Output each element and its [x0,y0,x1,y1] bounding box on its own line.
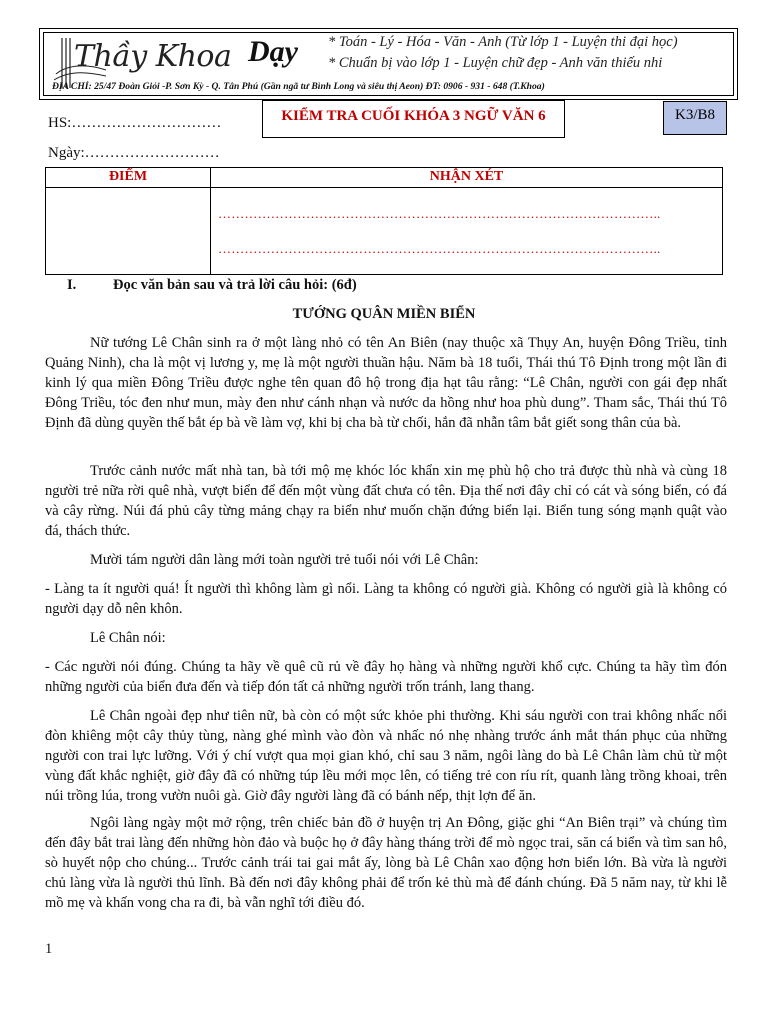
story-paragraph-7: Lê Chân ngoài đẹp như tiên nữ, bà còn có một sức khỏe phi thường. Khi sáu người con trai không nhấc nổi đòn khiêng một cây thủy tùng, nàng ghé mình vào đòn và nhấc nó nhẹ nhàng trước ánh mắt thán phục của những người con trai lực lưỡng. Với ý chí vượt qua mọi gian khó, chỉ sau 3 năm, ngôi làng do bà Lê Chân làm chủ từ một vùng đất khắc nghiệt, giờ đây đã có những túp lều mới mọc lên, có tiếng trẻ con ríu rít, quanh làng trồng khoai, trên núi trồng lúa, trong vườn nuôi gà. Giờ đây người làng đã có bánh nếp, thịt lợn để ăn. [45,708,727,804]
story-title: TƯỚNG QUÂN MIỀN BIỂN [292,306,476,322]
exam-code-badge: K3/B8 [663,101,727,135]
address-line: ĐỊA CHỈ: 25/47 Đoàn Giỏi -P. Sơn Kỳ - Q. Tân Phú (Gần ngã tư Bình Long và siêu thị Aeon) ĐT: 0906 - 931 - 648 (T.Khoa) [52,81,545,92]
page-number: 1 [45,941,53,957]
table-divider-horizontal [46,187,722,188]
story-paragraph-8: Ngôi làng ngày một mở rộng, trên chiếc bản đồ ở huyện trị An Đông, giặc ghi “An Biên trại” và chúng tìm đến đây bắt trai làng đến những hòn đảo và buộc họ ở đây hàng tháng trời để mò ngọc trai, săn cá biển và tìm san hô, sò huyết nộp cho chúng... Trước cảnh trái tai gai mắt ấy, lòng bà Lê Chân xao động hơn biển lớn. Bà vừa là người chủ làng vừa là người thủ lĩnh. Bà đến nơi đây không phải để trốn kẻ thù mà để đánh chúng. Đã 5 năm nay, từ khi lễ mồ mẹ và khấn vong cha ra đi, bà vẫn nghĩ tới điều đó. [45,815,727,911]
section-heading-text: Đọc văn bản sau và trả lời câu hỏi: (6đ) [113,277,357,293]
story-paragraph-2: Trước cảnh nước mất nhà tan, bà tới mộ mẹ khóc lóc khẩn xin mẹ phù hộ cho trả được thù nhà và cùng 18 người trẻ nữa rời quê nhà, vượt biển để đến một vùng đất chưa có tên. Địa thế nơi đây chỉ có cát và sóng biển, có đá và cây rừng. Núi đá phủ cây từng mảng chạy ra biển như muốn chặn đứng biển lại. Biển tung sóng mạnh quật vào đá, thách thức. [45,463,727,539]
score-column-header: ĐIỂM [108,169,148,184]
story-paragraph-5: Lê Chân nói: [90,630,166,646]
story-paragraph-3: Mười tám người dân làng mới toàn người trẻ tuổi nói với Lê Chân: [90,552,479,568]
score-table [45,167,723,275]
brand-day-label: Dạy [248,35,298,68]
student-name-field: HS:………………………… [48,115,222,131]
story-paragraph-6: - Các người nói đúng. Chúng ta hãy về quê cũ rủ về đây họ hàng và những người khổ cực. Chúng ta hãy tìm đón những người của biển đưa đến và tiếp đón tất cả những người trốn tránh, lang thang. [45,659,727,695]
section-number: I. [67,277,77,293]
section-heading [67,277,357,294]
exam-title-box [262,100,565,138]
comment-column-header: NHẬN XÉT [429,169,504,184]
story-paragraph-1: Nữ tướng Lê Chân sinh ra ở một làng nhỏ có tên An Biên (nay thuộc xã Thụy An, huyện Đông Triều, tỉnh Quảng Ninh), cha là một vị lương y, mẹ là một người thuần hậu. Năm bà 18 tuổi, Thái thú Tô Định trong một lần đi kinh lý qua miền Đông Triều được nghe tên quan đô hộ trong địa hạt tâu rằng: “Lê Chân, người con gái đẹp nhất Đông Triều, tóc đen như mun, mày đen như cánh nhạn và nước da hồng như hoa phù dung”. Tham sắc, Thái thú Tô Định đã dùng quyền thế bắt ép bà về làm vợ, khi bị cha bà từ chối, hắn đã nhẫn tâm bắt giết song thân của bà. [45,335,727,431]
story-paragraph-4: - Làng ta ít người quá! Ít người thì không làm gì nổi. Làng ta không có người già. Không có người già là không có người dạy dỗ nên khôn. [45,581,727,617]
date-field: Ngày:……………………… [48,145,220,161]
exam-title: KIỂM TRA CUỐI KHÓA 3 NGỮ VĂN 6 [281,108,546,124]
brand-name: Thầy Khoa [74,39,232,74]
letterhead [39,28,738,100]
comment-dots-line-2: ……………………………………………………………………………………….. [218,241,661,256]
subjects-line-1: * Toán - Lý - Hóa - Văn - Anh (Từ lớp 1 - Luyện thi đại học) [328,34,678,50]
subjects-line-2: * Chuẩn bị vào lớp 1 - Luyện chữ đẹp - Anh văn thiếu nhi [328,55,663,71]
comment-dots-line-1: ……………………………………………………………………………………….. [218,206,661,221]
